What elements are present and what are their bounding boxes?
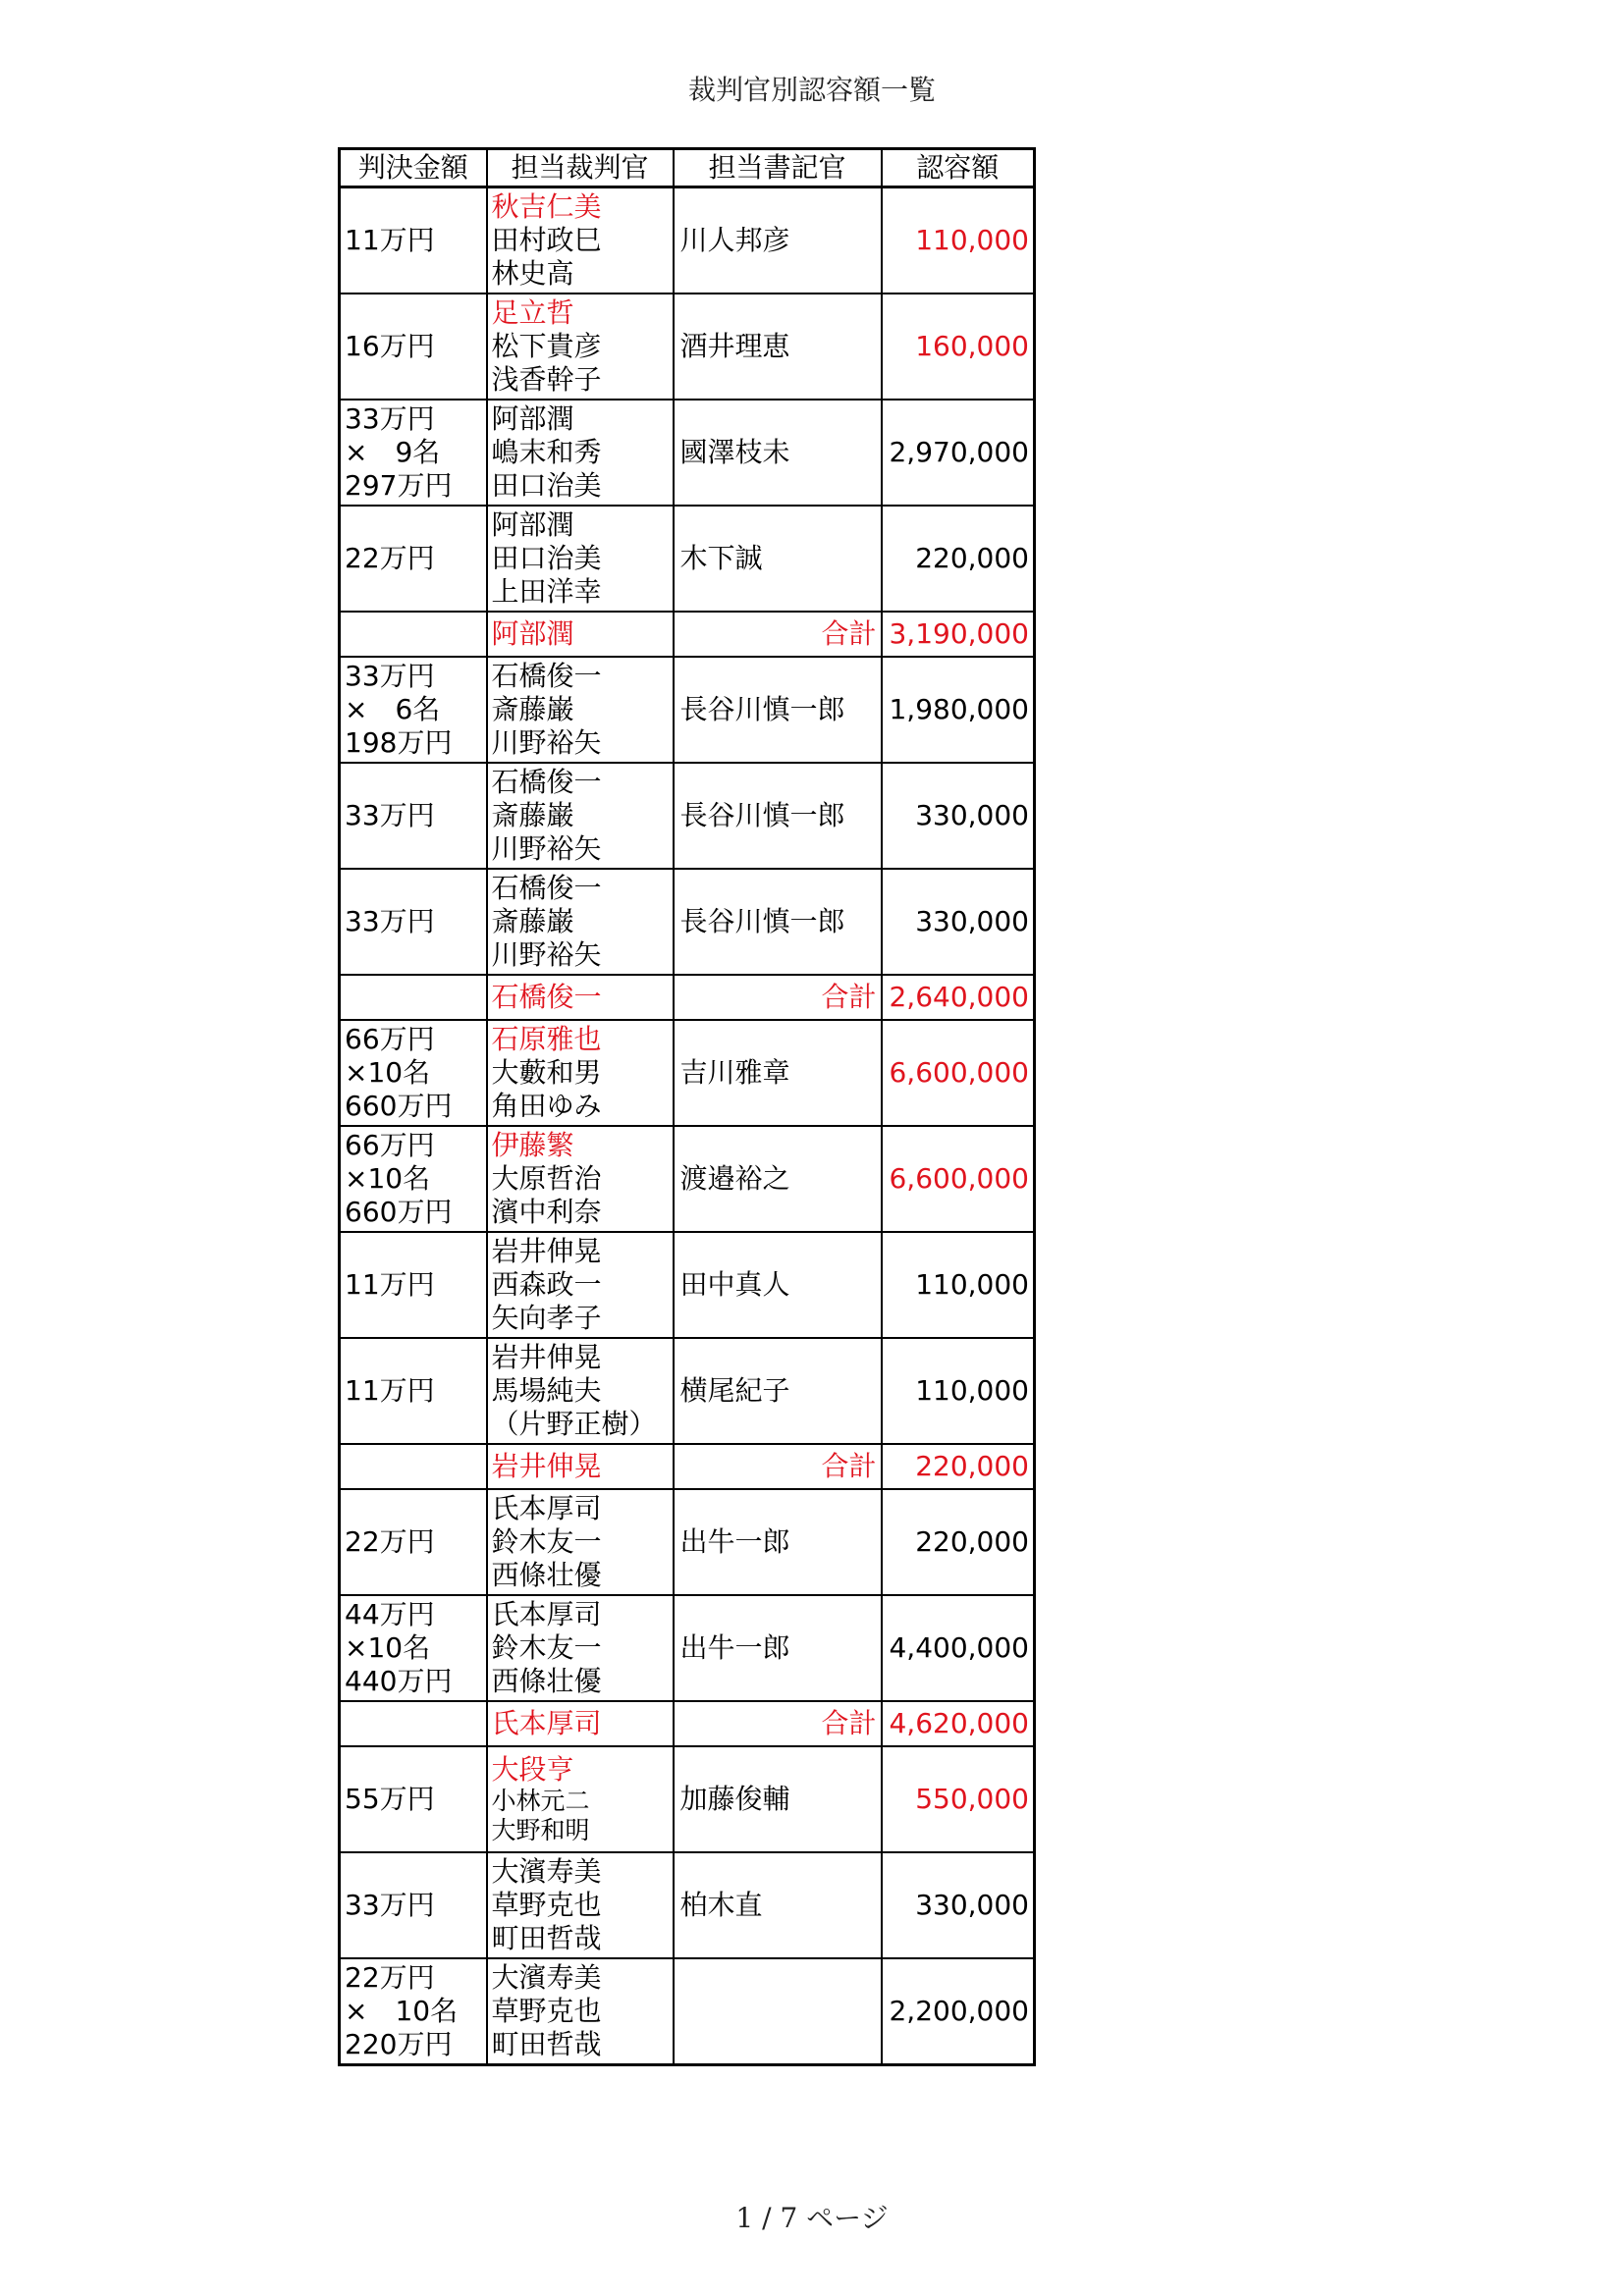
presiding-judge-name: 大濱寿美 <box>491 1961 602 1994</box>
presiding-judge-name: 岩井伸晃 <box>491 1341 602 1373</box>
judgment-amount-line: 44万円 <box>345 1598 435 1630</box>
presiding-judge-name: 足立哲 <box>491 296 574 329</box>
judge-name: 大野和明 <box>491 1816 590 1844</box>
table-row <box>340 1746 1035 1852</box>
judgment-amount-line: × 10名 <box>345 1995 459 2027</box>
presiding-judge-name: 石橋俊一 <box>491 660 602 692</box>
approved-amount: 6,600,000 <box>882 1020 1035 1126</box>
clerk-name: 柏木直 <box>674 1852 882 1958</box>
judge-name: 田口治美 <box>491 542 602 574</box>
judge-name: 斎藤巌 <box>491 693 574 725</box>
clerk-name: 木下誠 <box>674 506 882 612</box>
approved-amount: 2,970,000 <box>882 400 1035 506</box>
table-row <box>340 1020 1035 1126</box>
judgment-amount-cell <box>340 1126 487 1232</box>
judgment-amount-line: 16万円 <box>345 330 435 362</box>
approved-amount: 1,980,000 <box>882 657 1035 763</box>
judgment-amount-cell <box>340 400 487 506</box>
judgment-amount-line: 33万円 <box>345 660 435 692</box>
judgment-amount-line: 11万円 <box>345 1374 435 1407</box>
clerk-name: 吉川雅章 <box>674 1020 882 1126</box>
judge-name: 大原哲治 <box>491 1162 602 1195</box>
table-row <box>340 1489 1035 1595</box>
judgment-amount-line: 220万円 <box>345 2028 453 2060</box>
judge-name: 川野裕矢 <box>491 726 602 759</box>
judges-cell <box>487 1126 674 1232</box>
clerk-name: 加藤俊輔 <box>674 1746 882 1852</box>
judges-cell <box>487 1746 674 1852</box>
table-row <box>340 187 1035 294</box>
judges-cell <box>487 763 674 869</box>
judgment-amount-line: 55万円 <box>345 1783 435 1815</box>
judgment-amount-line: 66万円 <box>345 1129 435 1161</box>
judge-name: 町田哲哉 <box>491 1922 602 1954</box>
presiding-judge-name: 秋吉仁美 <box>491 190 602 223</box>
table-row <box>340 1338 1035 1444</box>
judge-name: 松下貴彦 <box>491 330 602 362</box>
clerk-name: 長谷川慎一郎 <box>674 657 882 763</box>
approved-amount: 110,000 <box>882 187 1035 294</box>
judges-cell <box>487 1595 674 1701</box>
judges-cell <box>487 400 674 506</box>
judge-name: 矢向孝子 <box>491 1302 602 1334</box>
judgment-amount-cell <box>340 657 487 763</box>
judges-cell <box>487 506 674 612</box>
judges-cell <box>487 1020 674 1126</box>
table-header-row <box>340 149 1035 187</box>
judgment-amount-cell <box>340 187 487 294</box>
presiding-judge-name: 氏本厚司 <box>491 1598 602 1630</box>
subtotal-amount: 2,640,000 <box>882 975 1035 1020</box>
subtotal-label: 合計 <box>674 1444 882 1489</box>
judgment-amount-line: × 6名 <box>345 693 441 725</box>
approved-amount: 330,000 <box>882 1852 1035 1958</box>
presiding-judge-name: 石橋俊一 <box>491 872 602 904</box>
header-judgment-amount: 判決金額 <box>340 149 487 187</box>
table-row <box>340 1232 1035 1338</box>
judgment-amount-cell <box>340 1852 487 1958</box>
subtotal-empty-cell <box>340 612 487 657</box>
judgment-amount-line: ×10名 <box>345 1162 431 1195</box>
approved-amount: 6,600,000 <box>882 1126 1035 1232</box>
table-row <box>340 869 1035 975</box>
judge-name: 川野裕矢 <box>491 832 602 865</box>
judgment-amount-cell <box>340 1489 487 1595</box>
judgment-amount-cell <box>340 1595 487 1701</box>
subtotal-empty-cell <box>340 975 487 1020</box>
judgment-amount-line: 33万円 <box>345 905 435 937</box>
judge-name: 林史高 <box>491 257 574 290</box>
judge-name: 大藪和男 <box>491 1056 602 1089</box>
subtotal-amount: 220,000 <box>882 1444 1035 1489</box>
subtotal-judge-name: 氏本厚司 <box>487 1701 674 1746</box>
judge-name: 濱中利奈 <box>491 1196 602 1228</box>
judgment-amount-cell <box>340 1958 487 2065</box>
subtotal-label: 合計 <box>674 975 882 1020</box>
judgment-amount-line: ×10名 <box>345 1631 431 1664</box>
subtotal-empty-cell <box>340 1701 487 1746</box>
clerk-name: 川人邦彦 <box>674 187 882 294</box>
judge-name: 草野克也 <box>491 1889 602 1921</box>
judgment-amount-line: 33万円 <box>345 799 435 831</box>
judge-name: 西森政一 <box>491 1268 602 1301</box>
judges-cell <box>487 294 674 400</box>
judges-cell <box>487 1338 674 1444</box>
header-assigned-judges: 担当裁判官 <box>487 149 674 187</box>
judgment-amount-line: 660万円 <box>345 1196 453 1228</box>
judgment-amount-line: 660万円 <box>345 1090 453 1122</box>
table-body <box>340 187 1035 2065</box>
table-row <box>340 657 1035 763</box>
header-assigned-clerk: 担当書記官 <box>674 149 882 187</box>
judge-name: 西條壮優 <box>491 1665 602 1697</box>
judge-name: 田村政巳 <box>491 224 602 256</box>
presiding-judge-name: 阿部潤 <box>491 508 574 541</box>
judgment-amount-line: 297万円 <box>345 469 453 502</box>
judgment-amount-line: 11万円 <box>345 1268 435 1301</box>
judge-name: 鈴木友一 <box>491 1631 602 1664</box>
judge-name: 川野裕矢 <box>491 938 602 971</box>
clerk-name: 長谷川慎一郎 <box>674 869 882 975</box>
judges-cell <box>487 1852 674 1958</box>
presiding-judge-name: 阿部潤 <box>491 402 574 435</box>
clerk-name: 出牛一郎 <box>674 1489 882 1595</box>
page-number: 1 / 7 ページ <box>735 2202 889 2234</box>
presiding-judge-name: 石原雅也 <box>491 1023 602 1055</box>
subtotal-row <box>340 612 1035 657</box>
judge-name: （片野正樹） <box>491 1408 657 1440</box>
judges-cell <box>487 1958 674 2065</box>
subtotal-amount: 3,190,000 <box>882 612 1035 657</box>
judgment-amount-cell <box>340 1232 487 1338</box>
judge-name: 馬場純夫 <box>491 1374 602 1407</box>
judgment-amount-cell <box>340 1746 487 1852</box>
judgment-amount-line: 22万円 <box>345 542 435 574</box>
table-row <box>340 1126 1035 1232</box>
approved-amount: 2,200,000 <box>882 1958 1035 2065</box>
presiding-judge-name: 氏本厚司 <box>491 1492 602 1524</box>
judge-name: 斎藤巌 <box>491 905 574 937</box>
judge-name: 鈴木友一 <box>491 1525 602 1558</box>
judgment-amount-line: 440万円 <box>345 1665 453 1697</box>
clerk-name: 横尾紀子 <box>674 1338 882 1444</box>
judgment-amount-line: ×10名 <box>345 1056 431 1089</box>
judgment-amount-line: 33万円 <box>345 1889 435 1921</box>
presiding-judge-name: 大段亨 <box>491 1753 574 1786</box>
table-row <box>340 763 1035 869</box>
judgment-amount-cell <box>340 1020 487 1126</box>
judge-name: 草野克也 <box>491 1995 602 2027</box>
judgment-amount-cell <box>340 506 487 612</box>
approved-amount: 4,400,000 <box>882 1595 1035 1701</box>
judges-cell <box>487 1489 674 1595</box>
table-row <box>340 506 1035 612</box>
judgment-amount-line: 22万円 <box>345 1961 435 1994</box>
presiding-judge-name: 石橋俊一 <box>491 766 602 798</box>
clerk-name: 酒井理恵 <box>674 294 882 400</box>
subtotal-row <box>340 1444 1035 1489</box>
approved-amount: 550,000 <box>882 1746 1035 1852</box>
subtotal-empty-cell <box>340 1444 487 1489</box>
approved-amount: 330,000 <box>882 869 1035 975</box>
judgment-amount-line: 66万円 <box>345 1023 435 1055</box>
subtotal-judge-name: 阿部潤 <box>487 612 674 657</box>
presiding-judge-name: 伊藤繁 <box>491 1129 574 1161</box>
table-row <box>340 294 1035 400</box>
judgment-amount-line: 33万円 <box>345 402 435 435</box>
table-row <box>340 1595 1035 1701</box>
header-approved-amount: 認容額 <box>882 149 1035 187</box>
subtotal-label: 合計 <box>674 1701 882 1746</box>
approved-amount: 220,000 <box>882 506 1035 612</box>
judge-name: 角田ゆみ <box>491 1090 602 1122</box>
approved-amount: 160,000 <box>882 294 1035 400</box>
clerk-name: 國澤枝未 <box>674 400 882 506</box>
clerk-name: 長谷川慎一郎 <box>674 763 882 869</box>
judgment-amount-cell <box>340 763 487 869</box>
document-title: 裁判官別認容額一覧 <box>687 74 936 106</box>
approved-amount-table <box>338 147 1036 2066</box>
judgment-amount-line: × 9名 <box>345 436 441 468</box>
clerk-name: 田中真人 <box>674 1232 882 1338</box>
judgment-amount-line: 11万円 <box>345 224 435 256</box>
approved-amount: 220,000 <box>882 1489 1035 1595</box>
subtotal-row <box>340 1701 1035 1746</box>
judgment-amount-line: 22万円 <box>345 1525 435 1558</box>
clerk-name: 渡邉裕之 <box>674 1126 882 1232</box>
judgment-amount-cell <box>340 1338 487 1444</box>
presiding-judge-name: 岩井伸晃 <box>491 1235 602 1267</box>
judgment-amount-line: 198万円 <box>345 726 453 759</box>
subtotal-row <box>340 975 1035 1020</box>
table-row <box>340 1852 1035 1958</box>
clerk-name: 出牛一郎 <box>674 1595 882 1701</box>
judge-name: 浅香幹子 <box>491 363 602 396</box>
approved-amount: 330,000 <box>882 763 1035 869</box>
judges-cell <box>487 1232 674 1338</box>
table-row <box>340 400 1035 506</box>
judge-name: 斎藤巌 <box>491 799 574 831</box>
clerk-name <box>674 1958 882 2065</box>
judge-name: 西條壮優 <box>491 1559 602 1591</box>
judge-name: 小林元二 <box>491 1787 590 1815</box>
subtotal-judge-name: 石橋俊一 <box>487 975 674 1020</box>
judgment-amount-cell <box>340 294 487 400</box>
presiding-judge-name: 大濱寿美 <box>491 1855 602 1888</box>
approved-amount: 110,000 <box>882 1232 1035 1338</box>
judges-cell <box>487 187 674 294</box>
subtotal-amount: 4,620,000 <box>882 1701 1035 1746</box>
judges-cell <box>487 869 674 975</box>
judge-name: 田口治美 <box>491 469 602 502</box>
subtotal-judge-name: 岩井伸晃 <box>487 1444 674 1489</box>
judge-name: 上田洋幸 <box>491 575 602 608</box>
judge-name: 嶋末和秀 <box>491 436 602 468</box>
subtotal-label: 合計 <box>674 612 882 657</box>
judgment-amount-cell <box>340 869 487 975</box>
table-row <box>340 1958 1035 2065</box>
judge-name: 町田哲哉 <box>491 2028 602 2060</box>
approved-amount: 110,000 <box>882 1338 1035 1444</box>
judges-cell <box>487 657 674 763</box>
